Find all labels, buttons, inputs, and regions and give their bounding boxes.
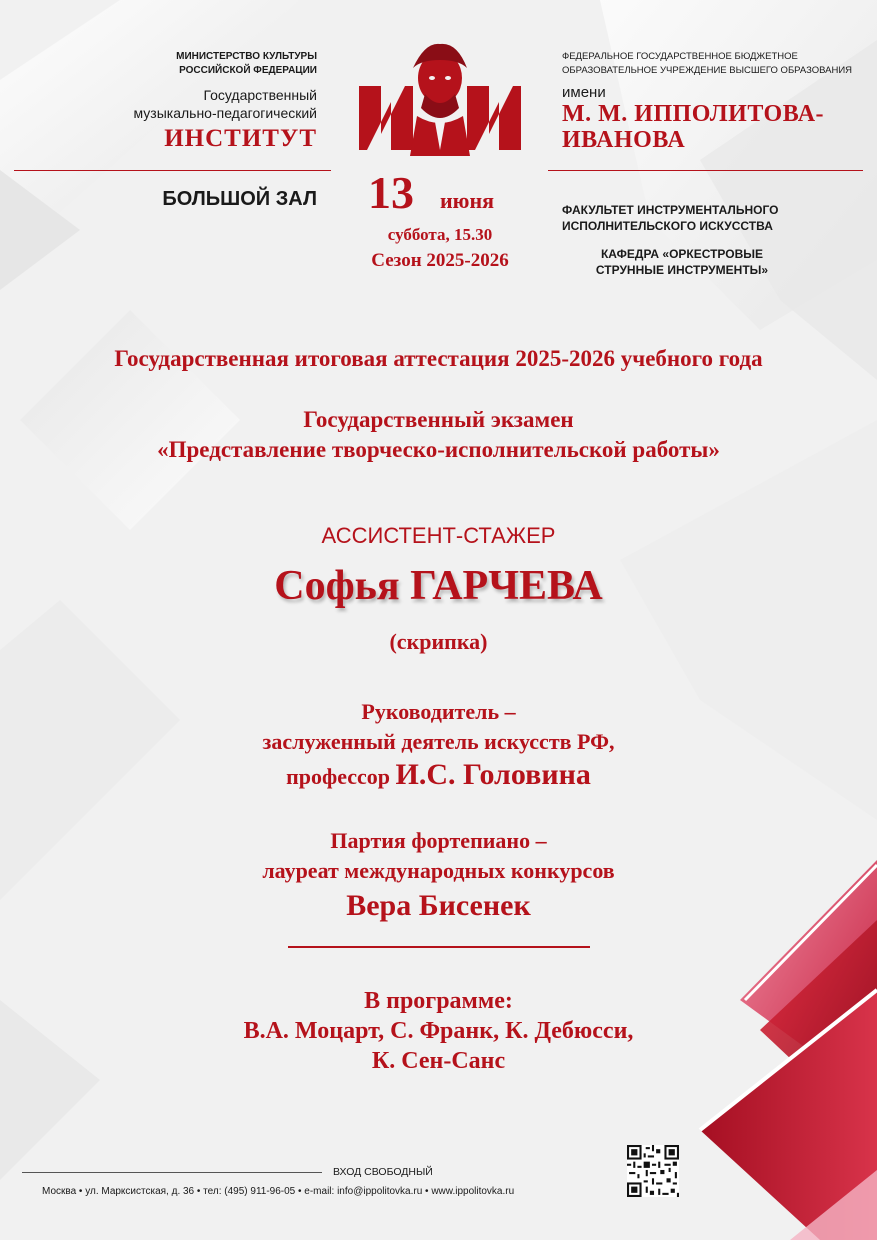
- date-weekday-time: суббота, 15.30: [387, 225, 493, 244]
- ministry-label: МИНИСТЕРСТВО КУЛЬТУРЫ РОССИЙСКОЙ ФЕДЕРАЦИИ: [176, 51, 317, 76]
- performer-name: Софья ГАРЧЕВА: [274, 563, 603, 609]
- institute-title: ИНСТИТУТ: [164, 125, 317, 152]
- imeni-label: имени: [562, 84, 606, 101]
- program-title: В программе:: [364, 988, 513, 1014]
- namesake-line1: М. М. ИППОЛИТОВА-: [562, 101, 825, 127]
- season-label: Сезон 2025-2026: [371, 250, 509, 271]
- header-right-rule: [548, 170, 863, 171]
- qr-code: [627, 1145, 679, 1197]
- institute-type-line1: Государственный: [203, 87, 317, 103]
- attestation-heading: Государственная итоговая аттестация 2025-2026 учебного года: [114, 346, 763, 371]
- supervisor-line: [0, 758, 877, 797]
- program-composers-line2: К. Сен-Санс: [371, 1048, 506, 1074]
- supervisor-title: Руководитель –: [361, 699, 516, 724]
- instrument-label: (скрипка): [389, 629, 488, 654]
- faculty-label: ФАКУЛЬТЕТ ИНСТРУМЕНТАЛЬНОГО ИСПОЛНИТЕЛЬСКОГО ИСКУССТВА: [562, 203, 779, 233]
- portrait-logo: [355, 38, 525, 156]
- supervisor-name: И.С. Головина: [395, 758, 591, 791]
- federal-label: ФЕДЕРАЛЬНОЕ ГОСУДАРСТВЕННОЕ БЮДЖЕТНОЕ ОБРАЗОВАТЕЛЬНОЕ УЧРЕЖДЕНИЕ ВЫСШЕГО ОБРАЗОВАНИЯ: [562, 51, 853, 76]
- role-label: АССИСТЕНТ-СТАЖЕР: [321, 523, 556, 548]
- footer-rule: [22, 1172, 322, 1173]
- contact-info: Москва • ул. Марксистская, д. 36 • тел: (495) 911-96-05 • e-mail: info@ippolitovka.ru • www.ippolitovka.ru: [42, 1186, 515, 1197]
- piano-description: лауреат международных конкурсов: [262, 858, 615, 883]
- hall-label: БОЛЬШОЙ ЗАЛ: [162, 188, 317, 210]
- exam-title-line2: «Представление творческо-исполнительской работы»: [157, 437, 720, 462]
- department-label: КАФЕДРА «ОРКЕСТРОВЫЕ СТРУННЫЕ ИНСТРУМЕНТЫ»: [595, 247, 769, 277]
- section-divider: [288, 946, 590, 948]
- date-day: 13: [368, 167, 414, 218]
- institute-type-line2: музыкально-педагогический: [133, 105, 317, 121]
- program-composers-line1: В.А. Моцарт, С. Франк, К. Дебюсси,: [243, 1018, 634, 1044]
- free-entry-label: ВХОД СВОБОДНЫЙ: [333, 1166, 433, 1178]
- exam-title-line1: Государственный экзамен: [303, 407, 574, 432]
- date-month: июня: [440, 188, 495, 213]
- piano-title: Партия фортепиано –: [330, 828, 547, 853]
- namesake-line2: ИВАНОВА: [562, 127, 686, 153]
- header-left-rule: [14, 170, 331, 171]
- supervisor-description: заслуженный деятель искусств РФ,: [262, 729, 615, 754]
- supervisor-prefix: профессор: [286, 764, 396, 789]
- pianist-name: Вера Бисенек: [346, 889, 531, 922]
